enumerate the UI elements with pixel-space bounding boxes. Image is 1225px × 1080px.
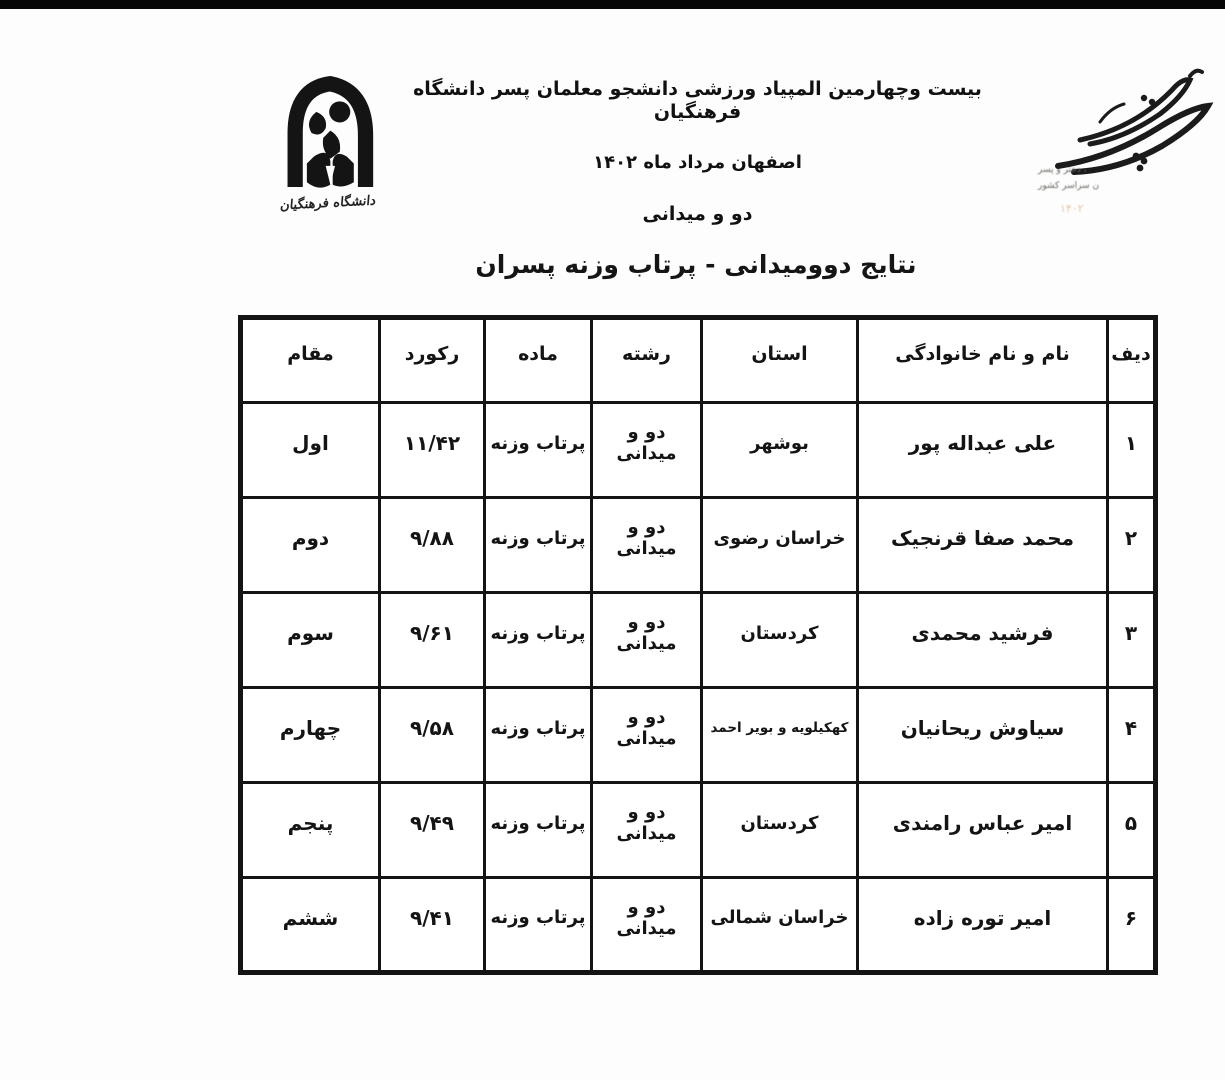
table-row [241, 783, 1156, 878]
province: کردستان [702, 593, 858, 688]
olympiad-logo-subtext [1038, 162, 1148, 194]
header-record: رکورد [380, 318, 485, 403]
discipline: دو و میدانی [592, 403, 702, 498]
event: پرتاب وزنه [485, 593, 592, 688]
header-location-date: اصفهان مرداد ماه ۱۴۰۲ [593, 151, 802, 173]
discipline: دو و میدانی [592, 498, 702, 593]
discipline: دو و میدانی [592, 783, 702, 878]
farhangian-university-logo [258, 72, 398, 227]
discipline: دو و میدانی [592, 688, 702, 783]
header-sport-name: دو و میدانی [642, 202, 753, 225]
rank: سوم [241, 593, 380, 688]
header-row-number: دیف [1108, 318, 1156, 403]
header-discipline: رشته [592, 318, 702, 403]
olympiad-logo-subtext-line2: ن سراسر کشور [1038, 181, 1100, 192]
table-header-row [241, 318, 1156, 403]
record: ۹/۴۱ [380, 878, 485, 973]
record: ۹/۴۹ [380, 783, 485, 878]
event: پرتاب وزنه [485, 498, 592, 593]
row-number: ۶ [1108, 878, 1156, 973]
table-row [241, 593, 1156, 688]
rank: چهارم [241, 688, 380, 783]
event: پرتاب وزنه [485, 688, 592, 783]
province: خراسان شمالی [702, 878, 858, 973]
row-number: ۵ [1108, 783, 1156, 878]
results-table [238, 315, 1158, 975]
discipline: دو و میدانی [592, 878, 702, 973]
header-full-name: نام و نام خانوادگی [858, 318, 1108, 403]
rank: ششم [241, 878, 380, 973]
record: ۹/۵۸ [380, 688, 485, 783]
event: پرتاب وزنه [485, 878, 592, 973]
event: پرتاب وزنه [485, 403, 592, 498]
discipline: دو و میدانی [592, 593, 702, 688]
table-row [241, 688, 1156, 783]
row-number: ۲ [1108, 498, 1156, 593]
document-header [400, 78, 995, 225]
athlete-name: محمد صفا قرنجیک [858, 498, 1108, 593]
header-event: ماده [485, 318, 592, 403]
olympiad-logo-subtext-line1: ، دختر و پسر [1038, 165, 1087, 175]
olympiad-logo-year: ۱۴۰۲ [1060, 202, 1084, 215]
top-black-bar [0, 0, 1225, 9]
row-number: ۳ [1108, 593, 1156, 688]
athlete-name: امیر عباس رامندی [858, 783, 1108, 878]
athlete-name: فرشید محمدی [858, 593, 1108, 688]
event: پرتاب وزنه [485, 783, 592, 878]
table-row [241, 878, 1156, 973]
table-row [241, 498, 1156, 593]
record: ۹/۶۱ [380, 593, 485, 688]
results-title: نتایج دوومیدانی - پرتاب وزنه پسران [475, 250, 917, 279]
university-logo-caption: دانشگاه فرهنگیان [279, 193, 377, 214]
row-number: ۱ [1108, 403, 1156, 498]
record: ۱۱/۴۲ [380, 403, 485, 498]
athlete-name: علی عبداله پور [858, 403, 1108, 498]
athlete-name: امیر توره زاده [858, 878, 1108, 973]
province: کردستان [702, 783, 858, 878]
olympiad-logo [1020, 62, 1225, 232]
athlete-name: سیاوش ریحانیان [858, 688, 1108, 783]
header-rank: مقام [241, 318, 380, 403]
header-event-title: بیست وچهارمین المپیاد ورزشی دانشجو معلمان پسر دانشگاه فرهنگیان [413, 78, 982, 123]
record: ۹/۸۸ [380, 498, 485, 593]
rank: دوم [241, 498, 380, 593]
farhangian-university-emblem-icon [269, 72, 387, 194]
rank: پنجم [241, 783, 380, 878]
province: خراسان رضوی [702, 498, 858, 593]
row-number: ۴ [1108, 688, 1156, 783]
table-row [241, 403, 1156, 498]
rank: اول [241, 403, 380, 498]
province: کهکیلویه و بویر احمد [702, 688, 858, 783]
province: بوشهر [702, 403, 858, 498]
header-province: استان [702, 318, 858, 403]
